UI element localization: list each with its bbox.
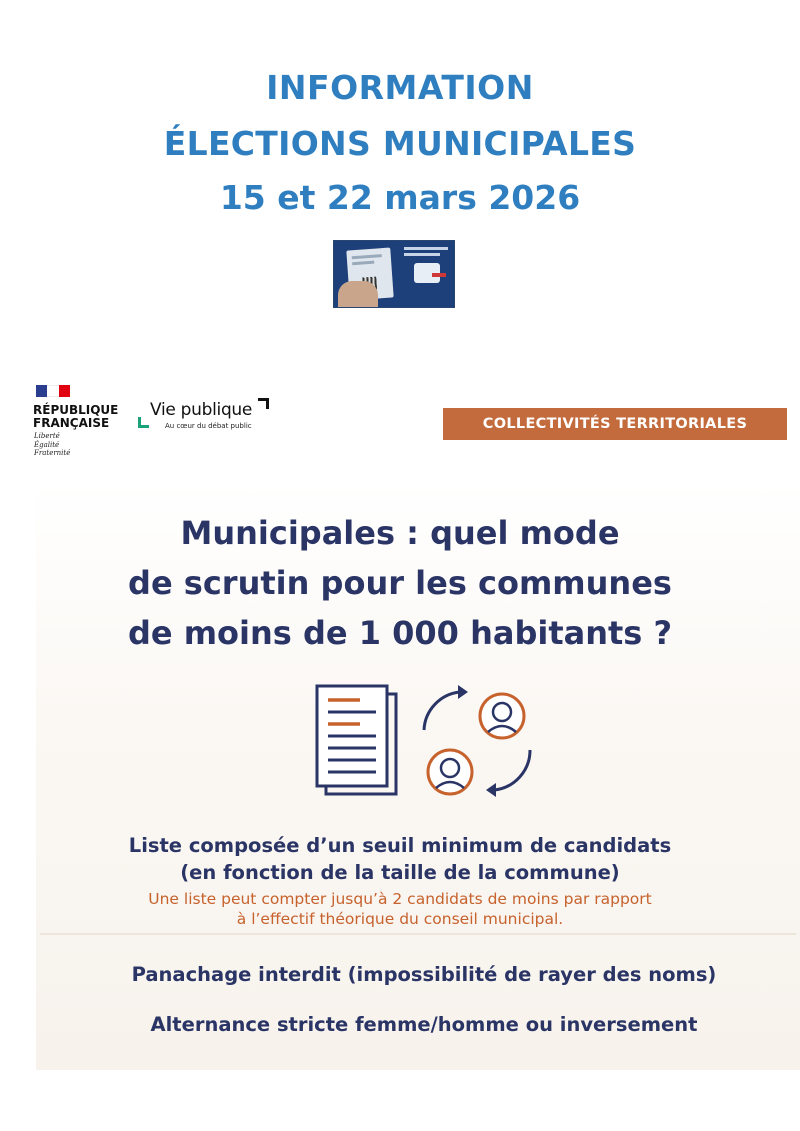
question-line1: Municipales : quel mode <box>180 514 620 552</box>
rule1-line2: (en fonction de la taille de la commune) <box>180 861 620 884</box>
republique-motto <box>34 432 70 458</box>
vie-publique-tagline: Au cœur du débat public <box>165 422 252 430</box>
main-question <box>0 508 800 658</box>
rule1-note-line1: Une liste peut compter jusqu’à 2 candidats de moins par rapport <box>148 890 652 908</box>
motto-fraternite: Fraternité <box>34 449 71 457</box>
motto-egalite: Égalité <box>34 440 60 449</box>
rule1-note-line2: à l’effectif théorique du conseil municipal. <box>236 910 564 928</box>
rule-panachage: Panachage interdit (impossibilité de rayer des noms) <box>131 963 717 986</box>
republique-line2: FRANÇAISE <box>33 416 110 430</box>
motto-liberte: Liberté <box>34 432 60 440</box>
person-swap-icon <box>412 672 542 802</box>
question-line3: de moins de 1 000 habitants ? <box>127 614 673 652</box>
republique-francaise-logo <box>33 404 118 430</box>
header-title-information: INFORMATION <box>266 68 534 107</box>
document-list-icon <box>314 684 406 800</box>
rule-alternance: Alternance stricte femme/homme ou inversement <box>150 1013 698 1036</box>
rule-minimum-candidates <box>0 832 800 886</box>
vie-publique-logo: Vie publique <box>150 400 253 420</box>
vie-publique-corner-icon-right <box>258 398 269 409</box>
rule-note <box>0 889 800 929</box>
question-line2: de scrutin pour les communes <box>128 564 672 602</box>
vie-publique-corner-icon <box>138 417 149 428</box>
republique-francaise-flag-icon <box>36 385 70 397</box>
category-badge: COLLECTIVITÉS TERRITORIALES <box>443 408 787 440</box>
divider <box>40 933 796 935</box>
header-title-elections: ÉLECTIONS MUNICIPALES <box>163 124 637 163</box>
voter-card-photo <box>333 240 455 308</box>
rule1-line1: Liste composée d’un seuil minimum de candidats <box>128 834 672 857</box>
header-title-dates: 15 et 22 mars 2026 <box>219 178 581 217</box>
republique-line1: RÉPUBLIQUE <box>33 403 119 417</box>
